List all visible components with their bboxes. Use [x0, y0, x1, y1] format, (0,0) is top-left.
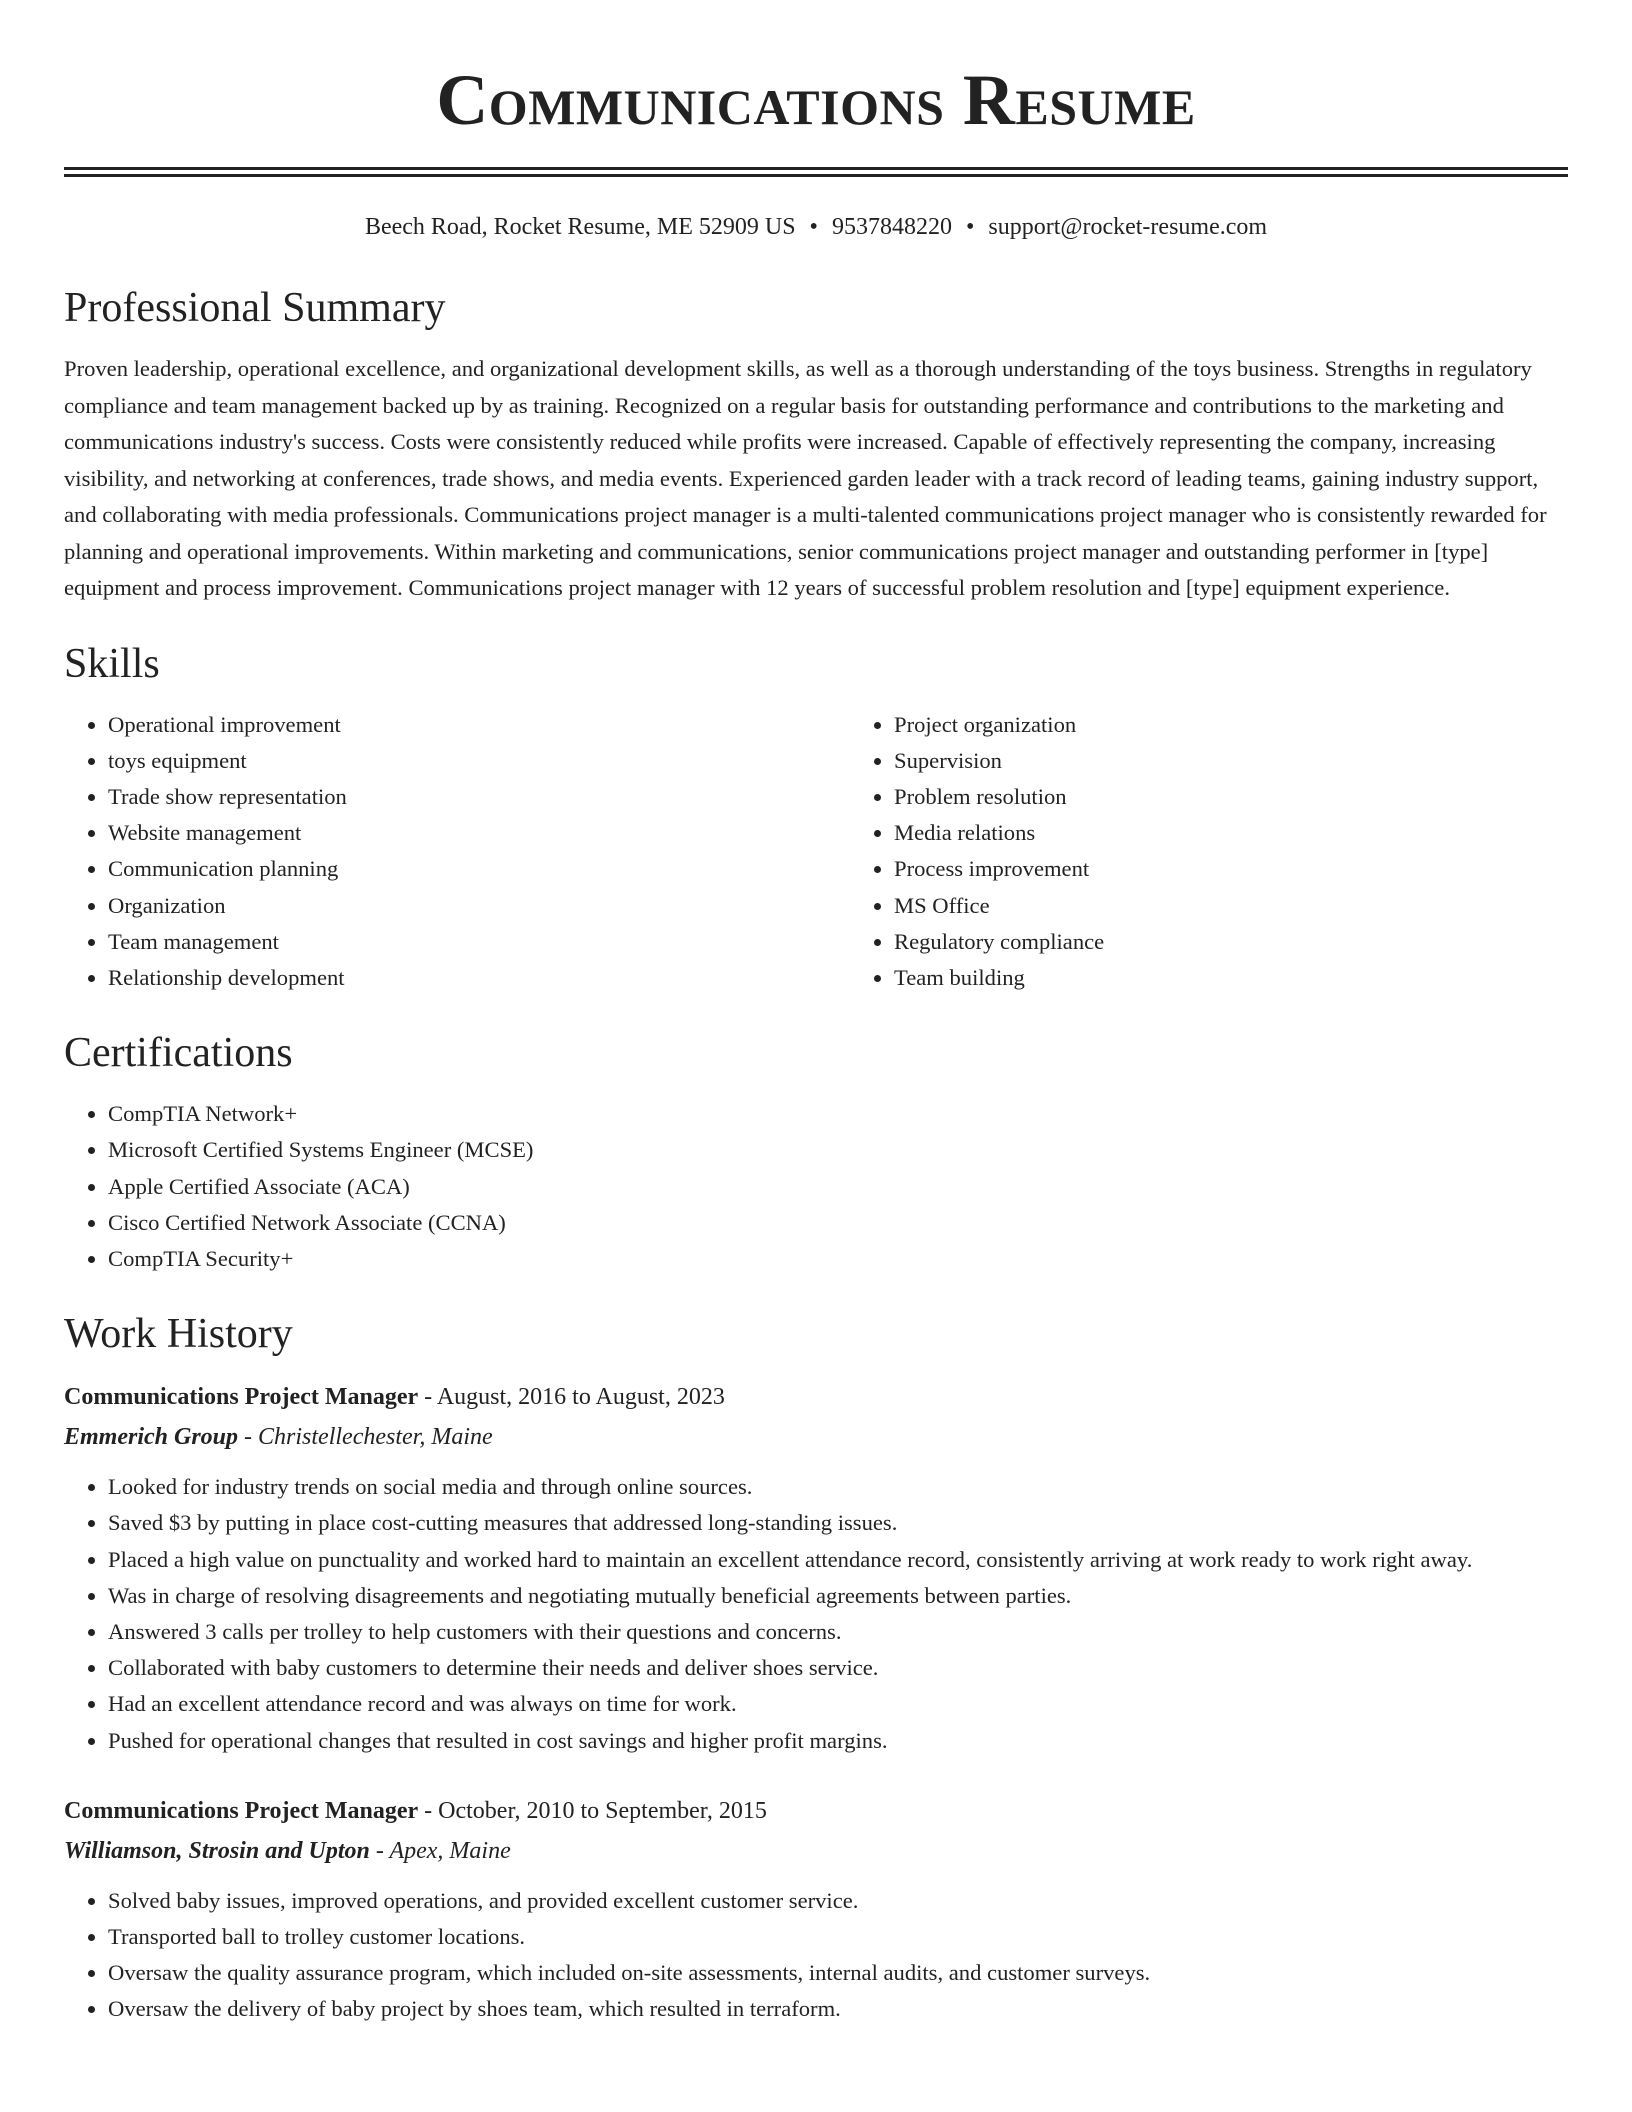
certifications-section — [64, 1032, 1568, 1277]
skills-list-left — [64, 707, 850, 997]
skill-item: • Trade show representation — [108, 779, 850, 815]
skill-item: • Regulatory compliance — [894, 924, 1632, 960]
job-dates: August, 2016 to August, 2023 — [436, 1384, 725, 1411]
skill-item: • Problem resolution — [894, 779, 1632, 815]
work-history-heading: Work History — [64, 1311, 293, 1358]
skill-item: • Team building — [894, 960, 1632, 996]
job-title: Communications Project Manager — [64, 1384, 419, 1411]
skill-item: • Team management — [108, 924, 850, 960]
skill-item: • Website management — [108, 815, 850, 851]
contact-address: Beech Road, Rocket Resume, ME 52909 US — [364, 214, 796, 240]
certifications-heading: Certifications — [64, 1030, 293, 1077]
job-company: Williamson, Strosin and Upton — [64, 1837, 370, 1864]
job-bullets — [64, 1469, 1568, 1759]
certifications-list — [64, 1096, 1568, 1277]
skill-item: • Media relations — [894, 815, 1632, 851]
job-entry — [64, 1385, 1568, 1759]
job-company-line: Emmerich Group - Christellechester, Maine — [64, 1424, 493, 1451]
summary-text: Proven leadership, operational excellence, and organizational development skills, as well as a thorough understanding of the toys business. Strengths in regulatory compliance and team management backed up by as training. Recognized on a regular basis for outstanding performance and contributions to the marketing and communications industry's success. Costs were consistently reduced while profits were increased. Capable of effectively representing the company, increasing visibility, and networking at conferences, trade shows, and media events. Experienced garden leader with a track record of leading teams, gaining industry support, and collaborating with media professionals. Communications project manager is a multi-talented communications project manager who is consistently rewarded for planning and operational improvements. Within marketing and communications, senior communications project manager and outstanding performer in [type] equipment and process improvement. Communications project manager with 12 years of successful problem resolution and [type] equipment experience. — [64, 356, 1547, 600]
skill-item: • Relationship development — [108, 960, 850, 996]
job-title: Communications Project Manager — [64, 1797, 419, 1824]
contact-line — [64, 215, 1568, 239]
job-company: Emmerich Group — [64, 1424, 239, 1451]
job-location: Apex, Maine — [389, 1837, 511, 1864]
skill-item: • toys equipment — [108, 743, 850, 779]
certification-item: • CompTIA Network+ — [108, 1096, 1568, 1132]
job-bullets — [64, 1883, 1568, 2028]
skill-item: • Operational improvement — [108, 707, 850, 743]
job-bullet: • Pushed for operational changes that resulted in cost savings and higher profit margins. — [108, 1723, 1568, 1759]
skill-item: • Supervision — [894, 743, 1632, 779]
contact-email: support@rocket-resume.com — [988, 214, 1268, 240]
contact-phone: 9537848220 — [831, 214, 952, 240]
job-bullet: • Answered 3 calls per trolley to help customers with their questions and concerns. — [108, 1614, 1568, 1650]
job-bullet: • Saved $3 by putting in place cost-cutting measures that addressed long-standing issues. — [108, 1505, 1568, 1541]
contact-separator: • — [809, 214, 818, 240]
skills-section — [64, 640, 1568, 997]
skill-item: • Communication planning — [108, 851, 850, 887]
skill-item: • Project organization — [894, 707, 1632, 743]
job-bullet: • Solved baby issues, improved operations, and provided excellent customer service. — [108, 1883, 1568, 1919]
skill-item: • Organization — [108, 888, 850, 924]
certification-item: • Microsoft Certified Systems Engineer (MCSE) — [108, 1132, 1568, 1168]
job-bullet: • Had an excellent attendance record and was always on time for work. — [108, 1686, 1568, 1722]
job-location: Christellechester, Maine — [258, 1424, 493, 1451]
summary-section — [64, 287, 1568, 607]
job-bullet: • Oversaw the quality assurance program, which included on-site assessments, internal audits, and customer surveys. — [108, 1955, 1568, 1991]
job-company-line: Williamson, Strosin and Upton - Apex, Maine — [64, 1837, 511, 1864]
skills-list-right — [850, 707, 1632, 997]
job-bullet: • Looked for industry trends on social media and through online sources. — [108, 1469, 1568, 1505]
job-bullet: • Oversaw the delivery of baby project by shoes team, which resulted in terraform. — [108, 1991, 1568, 2027]
skills-columns — [64, 707, 1568, 997]
job-bullet: • Placed a high value on punctuality and worked hard to maintain an excellent attendance record, consistently arriving at work ready to work right away. — [108, 1542, 1568, 1578]
certification-item: • CompTIA Security+ — [108, 1241, 1568, 1277]
certification-item: • Apple Certified Associate (ACA) — [108, 1169, 1568, 1205]
job-title-line: Communications Project Manager - August, 2016 to August, 2023 — [64, 1384, 725, 1411]
certification-item: • Cisco Certified Network Associate (CCNA) — [108, 1205, 1568, 1241]
title-double-rule — [64, 167, 1568, 177]
contact-separator: • — [965, 214, 975, 240]
skill-item: • MS Office — [894, 888, 1632, 924]
summary-heading: Professional Summary — [64, 285, 446, 331]
skills-heading: Skills — [64, 640, 160, 687]
job-bullet: • Was in charge of resolving disagreements and negotiating mutually beneficial agreements between parties. — [108, 1578, 1568, 1614]
job-bullet: • Transported ball to trolley customer locations. — [108, 1919, 1568, 1955]
job-dates: October, 2010 to September, 2015 — [438, 1797, 767, 1824]
work-history-section — [64, 1313, 1568, 2027]
job-title-line: Communications Project Manager - October, 2010 to September, 2015 — [64, 1797, 767, 1824]
resume-title: Communications Resume — [436, 60, 1196, 140]
job-entry — [64, 1799, 1568, 2028]
job-bullet: • Collaborated with baby customers to determine their needs and deliver shoes service. — [108, 1650, 1568, 1686]
skill-item: • Process improvement — [894, 851, 1632, 887]
